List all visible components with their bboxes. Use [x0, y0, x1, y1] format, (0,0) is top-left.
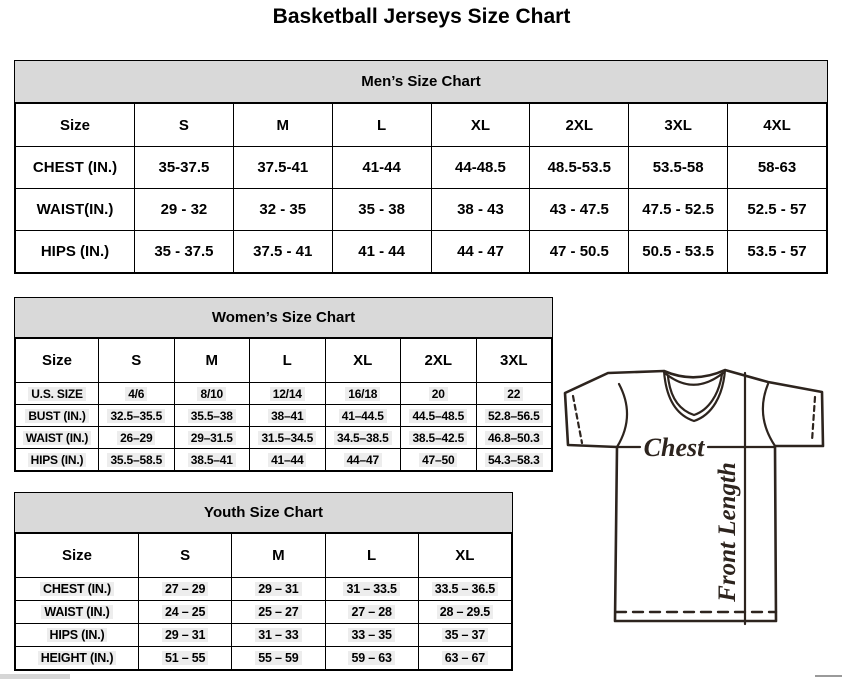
size-value-cell	[629, 189, 728, 231]
table-row	[16, 449, 552, 471]
size-value-cell	[325, 405, 401, 427]
size-value-cell	[99, 383, 175, 405]
row-label	[16, 449, 99, 471]
size-value-text: 51 – 55	[162, 651, 208, 665]
size-value-text: 52.8–56.5	[485, 409, 543, 423]
size-value-cell	[418, 647, 511, 670]
column-header: XL	[431, 104, 530, 147]
size-value-text: 58-63	[757, 159, 797, 176]
size-value-text: 33 – 35	[348, 628, 394, 642]
row-label-text: WAIST (IN.)	[23, 431, 91, 445]
size-value-cell	[476, 427, 552, 449]
size-value-cell	[139, 647, 232, 670]
column-header: M	[232, 534, 325, 578]
table-row	[16, 624, 512, 647]
column-header: Size	[16, 339, 99, 383]
size-value-text: 32 - 35	[259, 201, 307, 218]
size-value-cell	[250, 449, 326, 471]
table-row	[16, 601, 512, 624]
size-value-text: 22	[504, 387, 523, 401]
row-label-text: WAIST (IN.)	[41, 605, 112, 619]
size-value-text: 44–47	[344, 453, 382, 467]
row-label-text: U.S. SIZE	[28, 387, 86, 401]
size-value-cell	[476, 405, 552, 427]
size-value-text: 44-48.5	[455, 159, 506, 176]
size-value-cell	[431, 189, 530, 231]
row-label	[16, 405, 99, 427]
front-length-label: Front Length	[714, 462, 741, 602]
size-value-cell	[325, 427, 401, 449]
size-value-text: 53.5-58	[652, 159, 704, 176]
size-value-text: 35.5–38	[188, 409, 236, 423]
size-value-cell	[135, 189, 234, 231]
size-value-text: 35 - 37.5	[154, 243, 214, 260]
row-label-text: WAIST(IN.)	[36, 201, 114, 218]
column-header: Size	[16, 534, 139, 578]
size-value-text: 63 – 67	[442, 651, 488, 665]
scrollbar-fragment-left[interactable]	[0, 674, 70, 679]
table-row	[16, 405, 552, 427]
size-value-text: 12/14	[270, 387, 305, 401]
size-value-cell	[325, 449, 401, 471]
size-value-text: 38.5–41	[188, 453, 236, 467]
size-value-text: 26–29	[117, 431, 155, 445]
size-value-cell	[728, 231, 827, 273]
jersey-outline-shape	[565, 370, 823, 621]
size-value-cell	[174, 449, 250, 471]
row-label	[16, 578, 139, 601]
size-value-cell	[629, 147, 728, 189]
table-row	[16, 383, 552, 405]
size-value-text: 33.5 – 36.5	[432, 582, 498, 596]
size-value-text: 25 – 27	[255, 605, 301, 619]
row-label-text: CHEST (IN.)	[40, 582, 114, 596]
size-value-cell	[139, 624, 232, 647]
size-value-cell	[174, 383, 250, 405]
size-value-cell	[135, 147, 234, 189]
size-value-cell	[250, 383, 326, 405]
size-value-text: 37.5 - 41	[253, 243, 313, 260]
column-header: L	[250, 339, 326, 383]
column-header: S	[139, 534, 232, 578]
row-label-text: HEIGHT (IN.)	[38, 651, 117, 665]
table-row	[16, 647, 512, 670]
size-value-cell	[139, 578, 232, 601]
size-value-text: 29 - 32	[160, 201, 208, 218]
size-value-cell	[476, 383, 552, 405]
table-row	[16, 147, 827, 189]
size-value-cell	[418, 578, 511, 601]
size-value-text: 55 – 59	[255, 651, 301, 665]
size-value-text: 38–41	[268, 409, 306, 423]
size-value-cell	[418, 601, 511, 624]
size-value-cell	[325, 624, 418, 647]
size-value-cell	[233, 231, 332, 273]
size-value-text: 29 – 31	[255, 582, 301, 596]
size-value-cell	[250, 427, 326, 449]
size-value-text: 53.5 - 57	[747, 243, 807, 260]
womens-chart-title: Women’s Size Chart	[15, 298, 552, 338]
table-row	[16, 578, 512, 601]
table-row	[16, 189, 827, 231]
size-value-cell	[530, 147, 629, 189]
row-label	[16, 147, 135, 189]
size-value-cell	[332, 147, 431, 189]
size-value-text: 44 - 47	[457, 243, 504, 260]
size-value-text: 46.8–50.3	[485, 431, 543, 445]
size-value-cell	[325, 601, 418, 624]
youth-header-row	[16, 534, 512, 578]
row-label	[16, 601, 139, 624]
size-value-cell	[139, 601, 232, 624]
column-header: L	[332, 104, 431, 147]
size-value-cell	[99, 449, 175, 471]
row-label-text: HIPS (IN.)	[47, 628, 108, 642]
size-value-text: 41–44	[268, 453, 306, 467]
size-value-text: 47.5 - 52.5	[642, 201, 714, 218]
page-title: Basketball Jerseys Size Chart	[272, 5, 571, 28]
size-value-text: 48.5-53.5	[547, 159, 611, 176]
size-value-cell	[232, 647, 325, 670]
size-value-cell	[174, 427, 250, 449]
size-value-cell	[174, 405, 250, 427]
size-value-text: 32.5–35.5	[107, 409, 165, 423]
size-value-cell	[233, 147, 332, 189]
jersey-measurement-diagram	[558, 360, 840, 636]
size-value-text: 50.5 - 53.5	[642, 243, 714, 260]
size-value-cell	[530, 231, 629, 273]
size-value-text: 16/18	[345, 387, 380, 401]
size-value-cell	[332, 231, 431, 273]
size-value-text: 31 – 33	[255, 628, 301, 642]
size-value-text: 35 - 38	[358, 201, 405, 218]
column-header: M	[174, 339, 250, 383]
size-value-text: 47–50	[419, 453, 457, 467]
size-value-cell	[401, 449, 477, 471]
size-value-text: 54.3–58.3	[485, 453, 543, 467]
size-value-text: 34.5–38.5	[334, 431, 392, 445]
size-value-text: 20	[429, 387, 448, 401]
mens-chart-title: Men’s Size Chart	[15, 61, 827, 103]
row-label	[16, 231, 135, 273]
youth-size-table	[15, 533, 512, 670]
column-header: 2XL	[401, 339, 477, 383]
size-value-cell	[431, 231, 530, 273]
size-value-text: 47 - 50.5	[549, 243, 609, 260]
column-header: XL	[325, 339, 401, 383]
size-value-cell	[530, 189, 629, 231]
size-value-text: 29 – 31	[162, 628, 208, 642]
row-label-text: HIPS (IN.)	[28, 453, 87, 467]
size-value-cell	[325, 578, 418, 601]
mens-header-row	[16, 104, 827, 147]
column-header: 4XL	[728, 104, 827, 147]
size-value-text: 38.5–42.5	[409, 431, 467, 445]
row-label	[16, 383, 99, 405]
column-header: XL	[418, 534, 511, 578]
size-value-cell	[431, 147, 530, 189]
mens-size-chart	[14, 60, 828, 274]
size-value-cell	[99, 405, 175, 427]
size-value-text: 4/6	[125, 387, 147, 401]
size-value-text: 31 – 33.5	[343, 582, 399, 596]
table-row	[16, 231, 827, 273]
column-header: 3XL	[629, 104, 728, 147]
size-value-text: 24 – 25	[162, 605, 208, 619]
size-value-text: 37.5-41	[257, 159, 309, 176]
size-value-cell	[728, 189, 827, 231]
size-value-text: 59 – 63	[348, 651, 394, 665]
size-value-text: 38 - 43	[457, 201, 504, 218]
size-value-text: 35 – 37	[442, 628, 488, 642]
size-value-cell	[629, 231, 728, 273]
row-label	[16, 647, 139, 670]
womens-header-row	[16, 339, 552, 383]
row-label-text: BUST (IN.)	[25, 409, 88, 423]
size-value-cell	[325, 647, 418, 670]
chest-label: Chest	[643, 433, 705, 462]
size-value-text: 44.5–48.5	[409, 409, 467, 423]
scrollbar-fragment-right[interactable]	[815, 675, 842, 677]
womens-size-table	[15, 338, 552, 471]
row-label	[16, 189, 135, 231]
size-value-cell	[325, 383, 401, 405]
row-label-text: CHEST (IN.)	[32, 159, 118, 176]
table-row	[16, 427, 552, 449]
size-value-cell	[232, 624, 325, 647]
size-value-text: 35.5–58.5	[107, 453, 165, 467]
size-value-cell	[401, 405, 477, 427]
column-header: M	[233, 104, 332, 147]
size-value-text: 41–44.5	[339, 409, 387, 423]
size-value-cell	[728, 147, 827, 189]
size-value-cell	[250, 405, 326, 427]
size-value-text: 29–31.5	[188, 431, 236, 445]
size-value-cell	[418, 624, 511, 647]
size-value-cell	[232, 601, 325, 624]
size-value-cell	[332, 189, 431, 231]
size-value-text: 31.5–34.5	[258, 431, 316, 445]
size-value-text: 27 – 28	[348, 605, 394, 619]
size-value-cell	[401, 427, 477, 449]
row-label-text: HIPS (IN.)	[40, 243, 110, 260]
row-label	[16, 624, 139, 647]
size-value-text: 35-37.5	[158, 159, 210, 176]
youth-size-chart	[14, 492, 513, 671]
column-header: L	[325, 534, 418, 578]
mens-size-table	[15, 103, 827, 273]
size-value-text: 28 – 29.5	[437, 605, 493, 619]
column-header: 2XL	[530, 104, 629, 147]
size-value-cell	[99, 427, 175, 449]
size-value-text: 41 - 44	[358, 243, 405, 260]
size-value-cell	[476, 449, 552, 471]
size-value-text: 41-44	[362, 159, 401, 176]
size-value-text: 52.5 - 57	[747, 201, 807, 218]
size-value-text: 43 - 47.5	[549, 201, 609, 218]
column-header: S	[99, 339, 175, 383]
size-value-cell	[135, 231, 234, 273]
column-header: 3XL	[476, 339, 552, 383]
column-header: S	[135, 104, 234, 147]
column-header: Size	[16, 104, 135, 147]
size-value-text: 8/10	[197, 387, 226, 401]
size-value-cell	[232, 578, 325, 601]
row-label	[16, 427, 99, 449]
size-value-cell	[233, 189, 332, 231]
size-value-cell	[401, 383, 477, 405]
womens-size-chart	[14, 297, 553, 472]
youth-chart-title: Youth Size Chart	[15, 493, 512, 533]
size-value-text: 27 – 29	[162, 582, 208, 596]
